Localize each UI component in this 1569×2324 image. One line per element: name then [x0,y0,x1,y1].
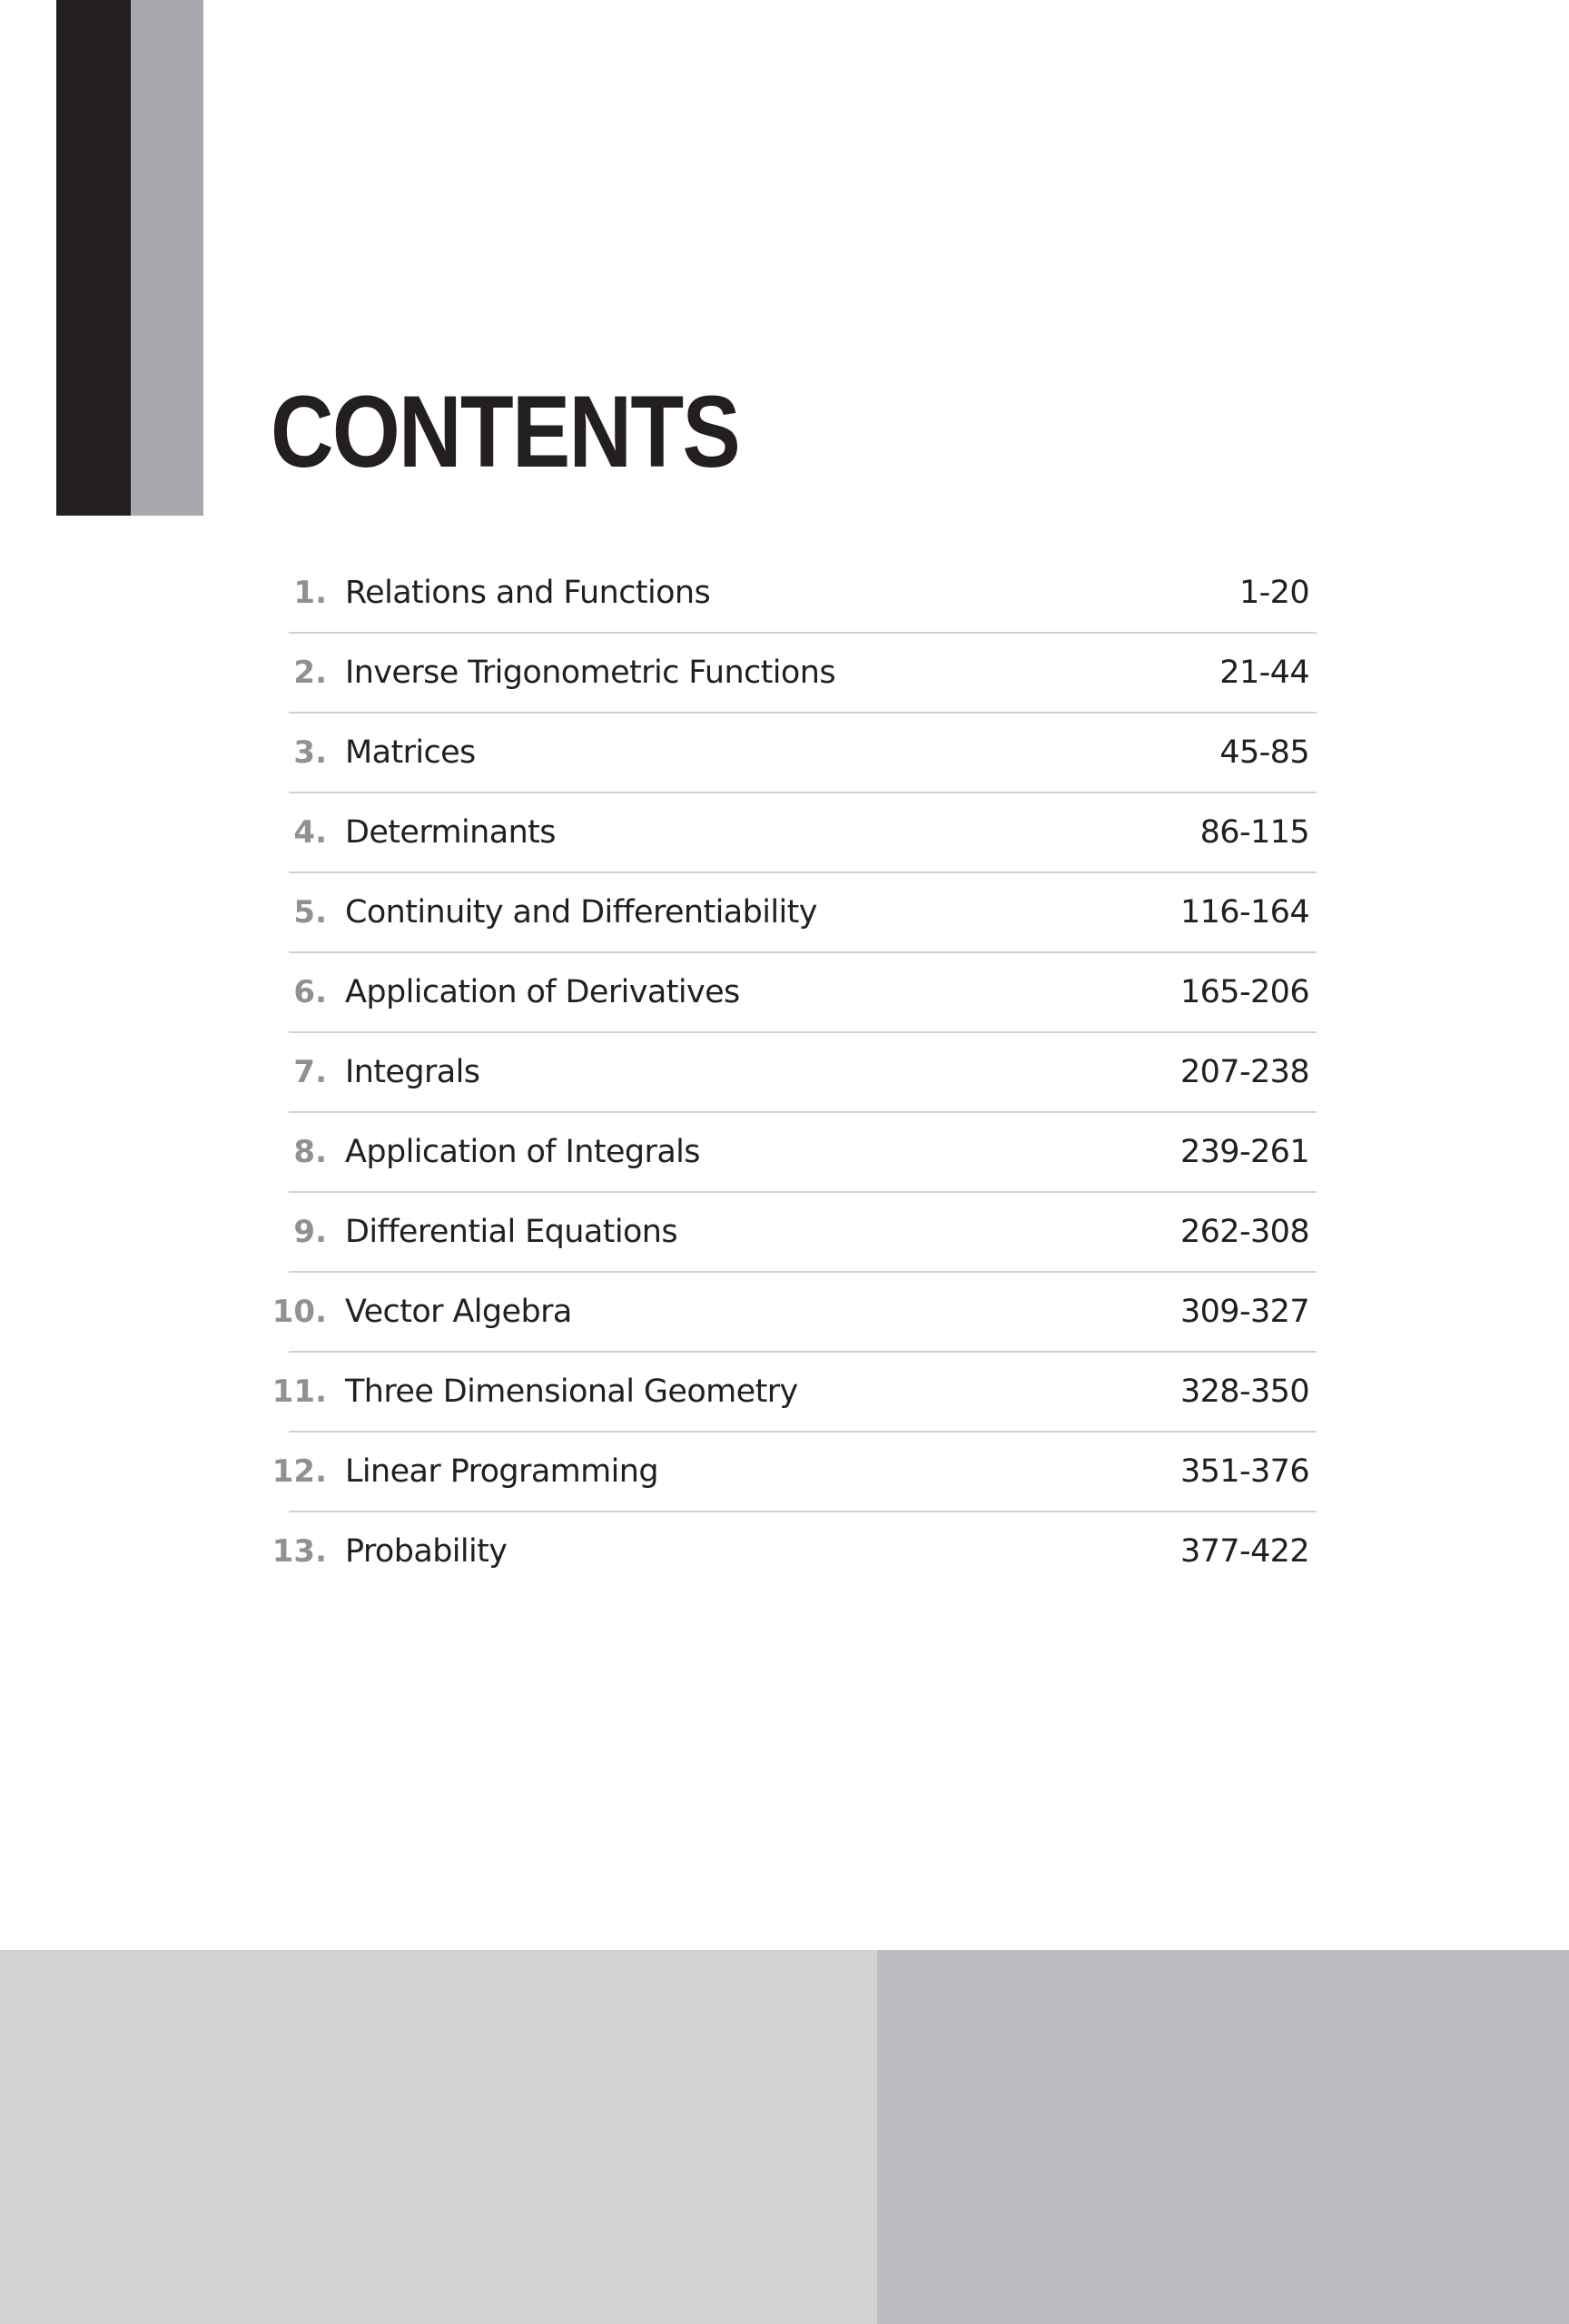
toc-entry-number: 2. [293,655,327,691]
toc-entry-number: 1. [293,575,327,611]
toc-entry [289,1113,1317,1193]
toc-entry-title: Relations and Functions [345,575,711,611]
toc-entry-title: Continuity and Differentiability [345,894,817,931]
page-title: CONTENTS [271,375,739,488]
toc-entry [289,953,1317,1033]
toc-entry-pages: 377-422 [1179,1533,1309,1570]
toc-entry-number: 13. [271,1533,327,1570]
toc-entry [271,1353,1317,1433]
toc-entry [289,873,1317,953]
toc-entry [271,1273,1317,1353]
toc-entry-pages: 21-44 [1219,655,1309,691]
footer-band-right [877,1950,1569,2324]
toc-entry-pages: 45-85 [1219,734,1309,771]
toc-entry-title: Inverse Trigonometric Functions [345,655,835,691]
toc-entry-title: Differential Equations [345,1214,677,1250]
toc-entry-title: Three Dimensional Geometry [345,1374,798,1410]
toc-entry-number: 5. [293,894,327,931]
footer-band-left [0,1950,877,2324]
toc-entry-pages: 262-308 [1179,1214,1309,1250]
toc-entry [289,1033,1317,1113]
toc-entry-pages: 1-20 [1238,575,1309,611]
toc-entry-number: 7. [293,1054,327,1090]
toc-entry-pages: 116-164 [1179,894,1309,931]
toc-entry [271,1512,1317,1590]
toc-entry-pages: 239-261 [1179,1134,1309,1170]
toc-entry [289,554,1317,634]
toc-entry-pages: 207-238 [1179,1054,1309,1090]
toc-entry-number: 12. [271,1453,327,1490]
toc-entry-number: 6. [293,974,327,1010]
toc-entry [289,634,1317,714]
toc-entry-number: 8. [293,1134,327,1170]
decorative-bar-dark [56,0,131,516]
table-of-contents [271,554,1317,1590]
toc-entry-number: 3. [293,734,327,771]
toc-entry-title: Linear Programming [345,1453,658,1490]
toc-entry-number: 4. [293,814,327,851]
toc-entry [289,714,1317,793]
toc-entry-title: Vector Algebra [345,1294,572,1330]
toc-entry-title: Application of Integrals [345,1134,700,1170]
toc-entry-title: Application of Derivatives [345,974,740,1010]
toc-entry-pages: 86-115 [1199,814,1309,851]
toc-entry [271,1433,1317,1512]
toc-entry [289,1193,1317,1273]
toc-entry-title: Matrices [345,734,476,771]
toc-entry-number: 9. [293,1214,327,1250]
decorative-bar-light [131,0,203,516]
toc-entry-pages: 351-376 [1179,1453,1309,1490]
toc-entry-pages: 309-327 [1179,1294,1309,1330]
toc-entry-number: 10. [271,1294,327,1330]
toc-entry-pages: 165-206 [1179,974,1309,1010]
toc-entry-pages: 328-350 [1179,1374,1309,1410]
toc-entry [289,793,1317,873]
toc-entry-number: 11. [271,1374,327,1410]
toc-entry-title: Probability [345,1533,508,1570]
toc-entry-title: Determinants [345,814,556,851]
toc-entry-title: Integrals [345,1054,480,1090]
